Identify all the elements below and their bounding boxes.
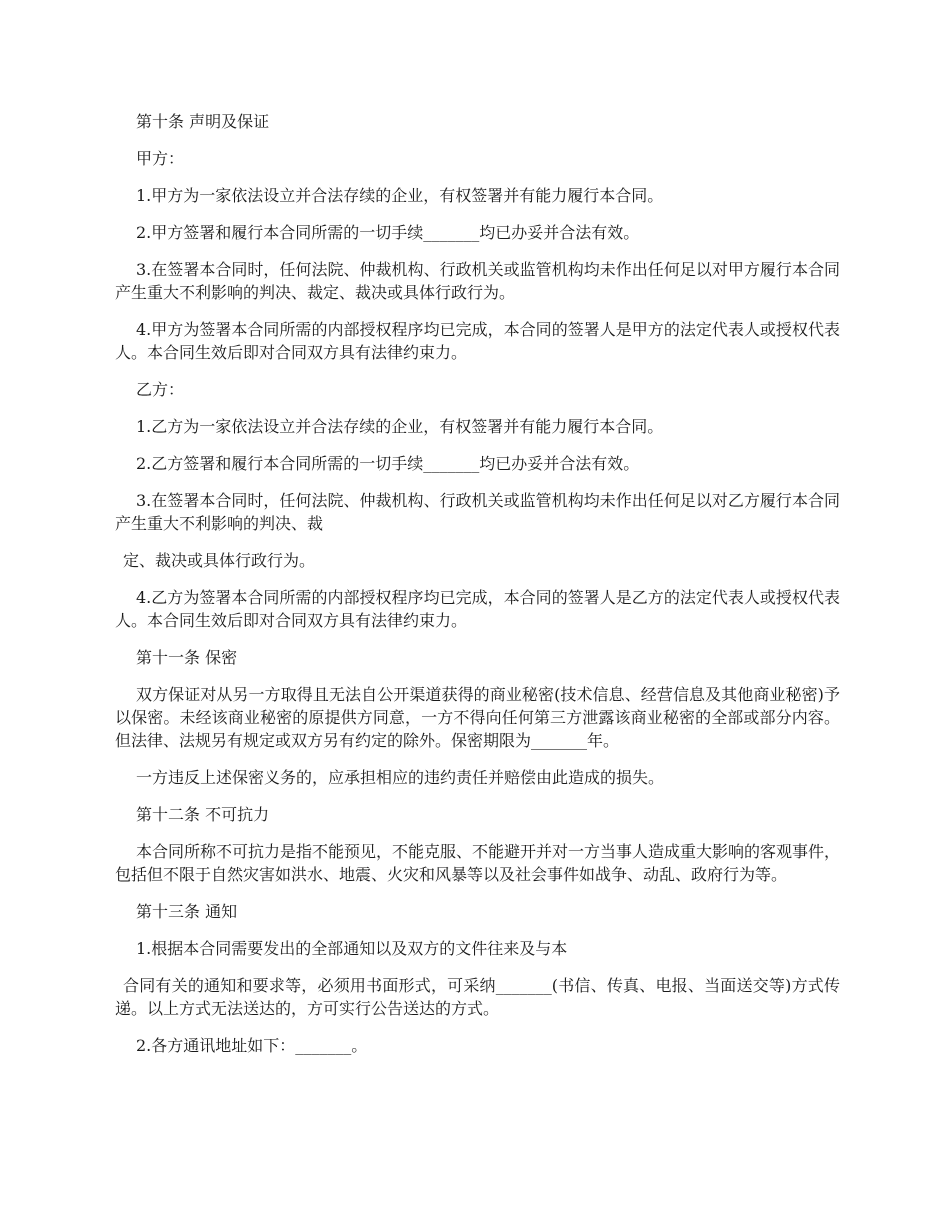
- party-b-clause-3-continued: 定、裁决或具体行政行为。: [123, 551, 316, 570]
- article-13-heading: 第十三条 通知: [136, 902, 238, 921]
- party-b-label: 乙方：: [136, 380, 185, 399]
- article-10-heading: 第十条 声明及保证: [136, 112, 270, 131]
- notice-clause-1-continued: 合同有关的通知和要求等，必须用书面形式，可采纳_______(书信、传真、电报、当面送交等)方式传递。以上方式无法送达的，方可实行公告送达的方式。: [115, 976, 840, 1018]
- notice-clause-1: 1.根据本合同需要发出的全部通知以及双方的文件往来及与本: [136, 939, 568, 958]
- party-a-label: 甲方：: [136, 149, 185, 168]
- party-b-clause-3: 3.在签署本合同时，任何法院、仲裁机构、行政机关或监管机构均未作出任何足以对乙方履行本合同产生重大不利影响的判决、裁: [115, 491, 840, 533]
- party-b-clause-1: 1.乙方为一家依法设立并合法存续的企业，有权签署并有能力履行本合同。: [136, 417, 664, 436]
- document-body: [115, 110, 840, 1071]
- party-b-clause-2: 2.乙方签署和履行本合同所需的一切手续_______均已办妥并合法有效。: [136, 454, 640, 473]
- force-majeure-clause: 本合同所称不可抗力是指不能预见，不能克服、不能避开并对一方当事人造成重大影响的客观事件，包括但不限于自然灾害如洪水、地震、火灾和风暴等以及社会事件如战争、动乱、政府行为等。: [115, 842, 841, 884]
- confidentiality-clause: 双方保证对从另一方取得且无法自公开渠道获得的商业秘密(技术信息、经营信息及其他商业秘密)予以保密。未经该商业秘密的原提供方同意，一方不得向任何第三方泄露该商业秘密的全部或部分内容。但法律、法规另有规定或双方另有约定的除外。保密期限为_______年。: [115, 685, 840, 750]
- article-11-heading: 第十一条 保密: [136, 648, 238, 667]
- party-b-clause-4: 4.乙方为签署本合同所需的内部授权程序均已完成，本合同的签署人是乙方的法定代表人或授权代表人。本合同生效后即对合同双方具有法律约束力。: [115, 588, 840, 630]
- article-12-heading: 第十二条 不可抗力: [136, 805, 270, 824]
- notice-clause-2: 2.各方通讯地址如下：_______。: [136, 1036, 368, 1055]
- party-a-clause-2: 2.甲方签署和履行本合同所需的一切手续_______均已办妥并合法有效。: [136, 223, 640, 242]
- party-a-clause-1: 1.甲方为一家依法设立并合法存续的企业，有权签署并有能力履行本合同。: [136, 186, 664, 205]
- party-a-clause-4: 4.甲方为签署本合同所需的内部授权程序均已完成，本合同的签署人是甲方的法定代表人或授权代表人。本合同生效后即对合同双方具有法律约束力。: [115, 320, 840, 362]
- party-a-clause-3: 3.在签署本合同时，任何法院、仲裁机构、行政机关或监管机构均未作出任何足以对甲方履行本合同产生重大不利影响的判决、裁定、裁决或具体行政行为。: [115, 260, 840, 302]
- confidentiality-breach-clause: 一方违反上述保密义务的，应承担相应的违约责任并赔偿由此造成的损失。: [136, 768, 665, 787]
